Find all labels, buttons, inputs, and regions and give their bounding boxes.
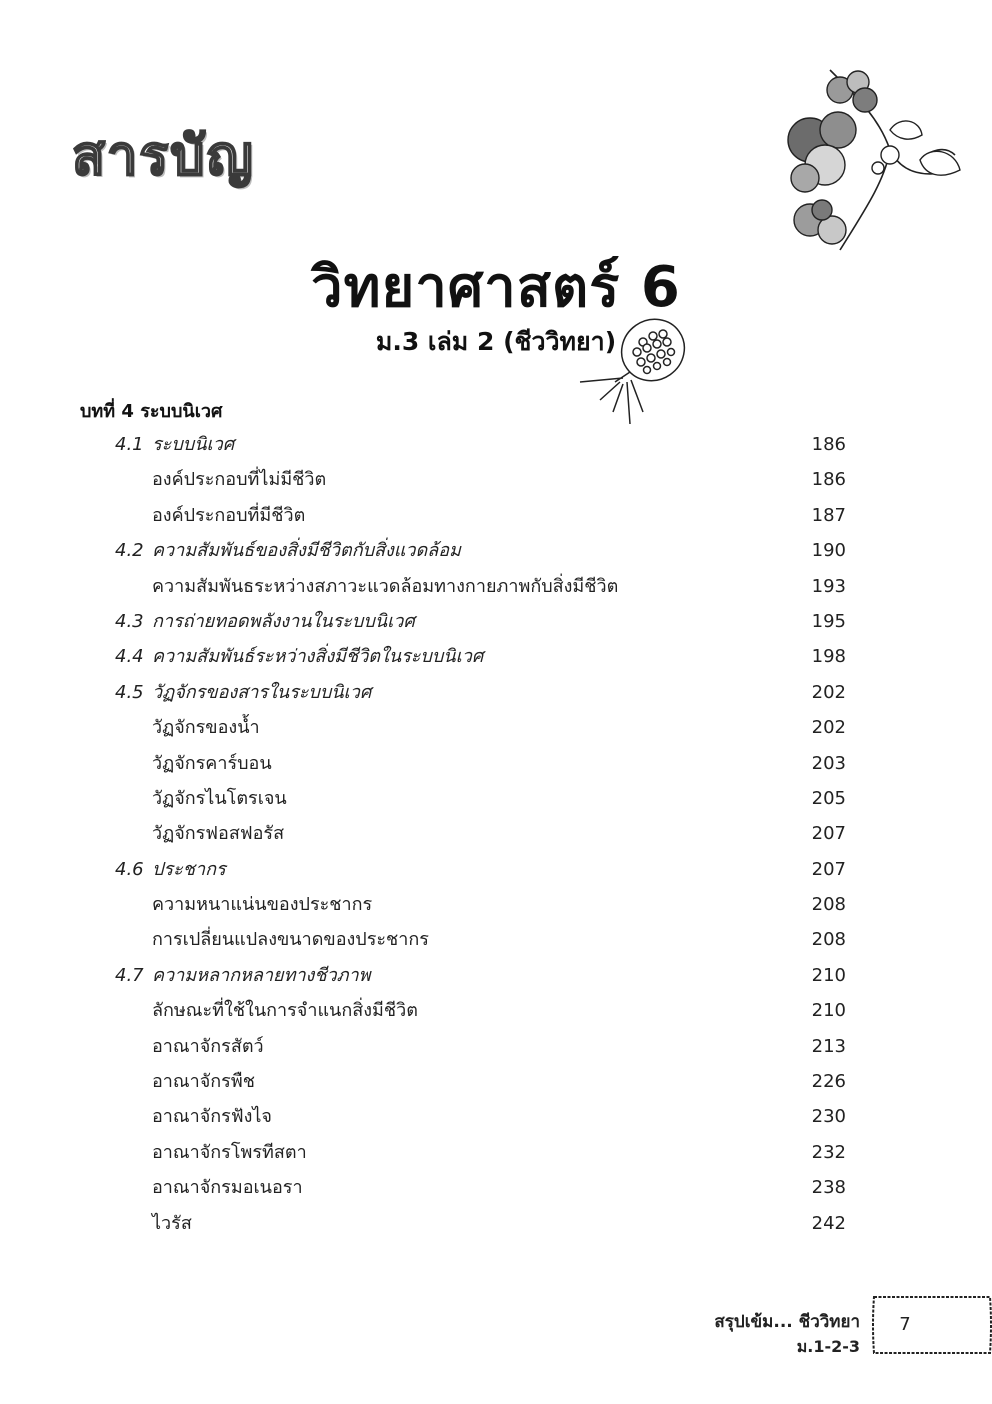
toc-entry — [0, 922, 992, 957]
toc-entry — [0, 816, 992, 851]
toc-entry-page: 207 — [811, 823, 846, 845]
toc-entry — [0, 1170, 992, 1205]
toc-entry-label: อาณาจักรฟังไจ — [152, 1106, 272, 1128]
book-subtitle: ม.3 เล่ม 2 (ชีววิทยา) — [375, 327, 617, 356]
toc-entry — [0, 1029, 992, 1064]
toc-entry — [0, 710, 992, 745]
toc-entry-page: 186 — [811, 469, 846, 491]
toc-entry-page: 187 — [811, 504, 846, 526]
toc-entry-label: ไวรัส — [152, 1212, 192, 1234]
toc-entry-page: 205 — [811, 787, 846, 809]
toc-entry-label: ความสัมพันธระหว่างสภาวะแวดล้อมทางกายภาพกับสิ่งมีชีวิต — [152, 575, 619, 597]
toc-entry-page: 238 — [811, 1177, 846, 1199]
toc-entry — [0, 462, 992, 497]
toc-entry-label: ความหลากหลายทางชีวภาพ — [152, 964, 371, 986]
toc-list — [0, 427, 992, 1241]
toc-entry — [0, 852, 992, 887]
toc-entry-page: 202 — [811, 717, 846, 739]
toc-entry — [0, 675, 992, 710]
toc-entry-page: 203 — [811, 752, 846, 774]
toc-entry-page: 190 — [811, 540, 846, 562]
brand-line-2: ม.1-2-3 — [796, 1337, 860, 1356]
toc-entry-page: 193 — [811, 575, 846, 597]
toc-entry-page: 198 — [811, 646, 846, 668]
toc-entry-number: 4.7 — [115, 964, 144, 986]
toc-entry-label: อาณาจักรสัตว์ — [152, 1035, 264, 1057]
toc-entry-page: 208 — [811, 894, 846, 916]
toc-entry — [0, 1099, 992, 1134]
toc-entry-number: 4.4 — [115, 646, 144, 668]
toc-entry-page: 207 — [811, 858, 846, 880]
toc-entry-page: 242 — [811, 1212, 846, 1234]
toc-entry-page: 230 — [811, 1106, 846, 1128]
brand-line-1: สรุปเข้ม... ชีววิทยา — [714, 1312, 860, 1332]
toc-entry-page: 213 — [811, 1035, 846, 1057]
toc-entry-number: 4.6 — [115, 858, 144, 880]
toc-entry-page: 226 — [811, 1071, 846, 1093]
pinecone-illustration-icon — [575, 312, 695, 432]
toc-entry-label: อาณาจักรมอเนอรา — [152, 1177, 303, 1199]
toc-entry-label: อาณาจักรโพรทีสตา — [152, 1141, 307, 1163]
toc-entry-label: ความหนาแน่นของประชากร — [152, 894, 373, 916]
toc-entry — [0, 533, 992, 568]
toc-entry-label: ความสัมพันธ์ระหว่างสิ่งมีชีวิตในระบบนิเวศ — [152, 646, 484, 668]
toc-entry-number: 4.2 — [115, 540, 144, 562]
toc-entry — [0, 1064, 992, 1099]
toc-entry — [0, 993, 992, 1028]
toc-entry-page: 208 — [811, 929, 846, 951]
toc-entry-label: วัฏจักรคาร์บอน — [152, 752, 272, 774]
toc-entry-label: วัฏจักรไนโตรเจน — [152, 787, 287, 809]
page-number: 7 — [899, 1314, 911, 1335]
toc-entry — [0, 604, 992, 639]
toc-entry-label: ระบบนิเวศ — [152, 434, 235, 455]
toc-entry — [0, 887, 992, 922]
toc-entry-label: อาณาจักรพืช — [152, 1071, 255, 1093]
toc-heading: สารบัญ — [72, 124, 255, 187]
toc-entry-label: ความสัมพันธ์ของสิ่งมีชีวิตกับสิ่งแวดล้อม — [152, 540, 461, 562]
toc-entry — [0, 569, 992, 604]
toc-entry-label: ลักษณะที่ใช้ในการจำแนกสิ่งมีชีวิต — [152, 1000, 418, 1022]
toc-entry-number: 4.3 — [115, 610, 144, 632]
toc-entry-page: 195 — [811, 610, 846, 632]
toc-entry-label: องค์ประกอบที่มีชีวิต — [152, 504, 306, 526]
book-title: วิทยาศาสตร์ 6 — [311, 255, 681, 320]
toc-entry — [0, 746, 992, 781]
toc-entry — [0, 958, 992, 993]
toc-entry-page: 210 — [811, 1000, 846, 1022]
toc-entry — [0, 1206, 992, 1241]
footer-brand — [700, 1308, 860, 1360]
toc-entry — [0, 1135, 992, 1170]
toc-entry-label: วัฏจักรฟอสฟอรัส — [152, 823, 285, 845]
toc-entry-label: องค์ประกอบที่ไม่มีชีวิต — [152, 469, 327, 491]
toc-entry — [0, 498, 992, 533]
toc-entry-label: ประชากร — [152, 858, 226, 880]
chapter-heading: บทที่ 4 ระบบนิเวศ — [80, 401, 223, 422]
toc-entry — [0, 639, 992, 674]
toc-entry-label: วัฏจักรของน้ำ — [152, 717, 260, 739]
toc-entry-page: 186 — [811, 434, 846, 455]
toc-entry-page: 202 — [811, 681, 846, 703]
toc-entry-number: 4.5 — [115, 681, 144, 703]
toc-entry — [0, 427, 992, 462]
flower-illustration-icon — [770, 60, 970, 260]
toc-entry-page: 210 — [811, 964, 846, 986]
toc-entry-number: 4.1 — [115, 434, 144, 455]
toc-entry-label: การถ่ายทอดพลังงานในระบบนิเวศ — [152, 610, 415, 632]
toc-entry-label: วัฏจักรของสารในระบบนิเวศ — [152, 681, 372, 703]
toc-entry-label: การเปลี่ยนแปลงขนาดของประชากร — [152, 929, 429, 951]
toc-entry — [0, 781, 992, 816]
toc-entry-page: 232 — [811, 1141, 846, 1163]
